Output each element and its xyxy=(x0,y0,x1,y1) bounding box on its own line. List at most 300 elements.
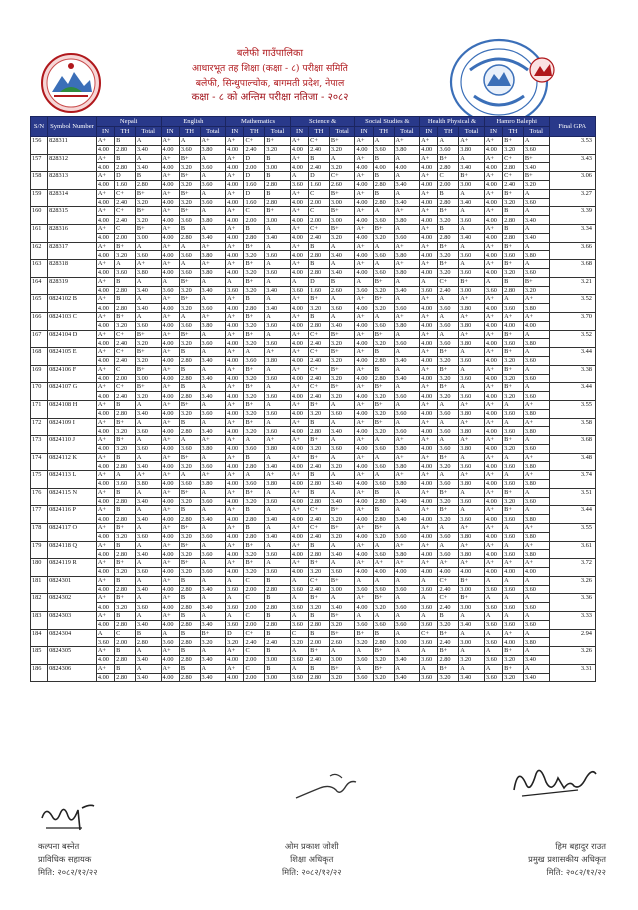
grade-cell: B+ xyxy=(179,400,200,409)
table-row-values xyxy=(31,585,596,594)
grade-point-cell: 3.80 xyxy=(523,515,549,524)
grade-cell: A xyxy=(394,594,420,603)
grade-point-cell: 4.00 xyxy=(420,180,438,189)
grade-cell: A xyxy=(373,576,394,585)
grade-point-cell: 3.20 xyxy=(355,638,373,647)
grade-point-cell: 3.20 xyxy=(244,392,265,401)
grade-cell: A+ xyxy=(161,365,179,374)
grade-cell: A+ xyxy=(355,260,373,269)
grade-point-cell: 3.20 xyxy=(438,497,459,506)
table-row-values xyxy=(31,268,596,277)
grade-point-cell: 2.40 xyxy=(309,515,330,524)
grade-point-cell: 3.60 xyxy=(438,550,459,559)
grade-point-cell: 3.20 xyxy=(503,673,524,682)
grade-point-cell: 3.60 xyxy=(135,321,161,330)
grade-cell: B xyxy=(179,418,200,427)
grade-cell: A xyxy=(179,242,200,251)
grade-point-cell: 4.00 xyxy=(355,321,373,330)
grade-point-cell: 4.00 xyxy=(290,515,308,524)
grade-cell: B xyxy=(503,224,524,233)
grade-cell: A xyxy=(503,576,524,585)
grade-cell: A+ xyxy=(96,453,114,462)
grade-cell: A xyxy=(265,400,291,409)
grade-cell: A xyxy=(459,224,485,233)
table-row-values xyxy=(31,480,596,489)
grade-cell: A+ xyxy=(290,224,308,233)
grade-cell: A xyxy=(135,453,161,462)
grade-point-cell: 4.00 xyxy=(355,251,373,260)
grade-point-cell: 3.20 xyxy=(329,339,355,348)
grade-point-cell: 1.60 xyxy=(244,198,265,207)
grade-cell: A xyxy=(523,576,549,585)
grade-cell: A+ xyxy=(523,295,549,304)
table-row xyxy=(31,207,596,216)
grade-cell: A+ xyxy=(355,453,373,462)
grade-point-cell: 2.40 xyxy=(115,392,136,401)
grade-point-cell: 3.40 xyxy=(265,462,291,471)
grade-cell: B+ xyxy=(503,488,524,497)
grade-cell: B+ xyxy=(438,207,459,216)
grade-cell: A+ xyxy=(355,189,373,198)
grade-point-cell: 4.00 xyxy=(96,145,114,154)
grade-cell: A xyxy=(373,436,394,445)
table-row-values xyxy=(31,374,596,383)
grade-point-cell: 3.60 xyxy=(459,497,485,506)
grade-cell: A xyxy=(459,260,485,269)
grade-cell: B xyxy=(115,400,136,409)
grade-point-cell: 2.80 xyxy=(309,321,330,330)
grade-cell: A xyxy=(226,612,244,621)
grade-cell: A+ xyxy=(484,189,502,198)
grade-cell: A xyxy=(484,576,502,585)
grade-point-cell: 4.00 xyxy=(161,550,179,559)
grade-point-cell: 4.00 xyxy=(161,251,179,260)
serial-number: 185 xyxy=(31,647,48,665)
grade-cell: A xyxy=(135,295,161,304)
grade-point-cell: 3.40 xyxy=(135,304,161,313)
grade-point-cell: 4.00 xyxy=(96,427,114,436)
grade-cell: A+ xyxy=(484,172,502,181)
grade-cell: A+ xyxy=(96,559,114,568)
grade-point-cell: 4.00 xyxy=(290,409,308,418)
symbol-number: 828317 xyxy=(48,242,97,260)
grade-point-cell: 4.00 xyxy=(394,163,420,172)
table-row-values xyxy=(31,603,596,612)
grade-point-cell: 3.80 xyxy=(394,550,420,559)
grade-point-cell: 4.00 xyxy=(96,163,114,172)
final-gpa: 3.21 xyxy=(549,277,595,295)
grade-point-cell: 3.60 xyxy=(355,620,373,629)
grade-cell: A+ xyxy=(355,295,373,304)
grade-point-cell: 3.40 xyxy=(523,673,549,682)
grade-cell: A+ xyxy=(161,541,179,550)
grade-point-cell: 3.60 xyxy=(523,268,549,277)
grade-cell: A+ xyxy=(96,312,114,321)
grade-point-cell: 4.00 xyxy=(420,568,438,577)
grade-point-cell: 4.00 xyxy=(161,585,179,594)
final-gpa: 3.26 xyxy=(549,576,595,594)
grade-cell: A xyxy=(459,348,485,357)
grade-cell: A xyxy=(200,295,226,304)
table-row-values xyxy=(31,409,596,418)
grade-cell: B+ xyxy=(244,488,265,497)
grade-point-cell: 3.60 xyxy=(200,339,226,348)
grade-point-cell: 3.40 xyxy=(265,233,291,242)
table-row-values xyxy=(31,198,596,207)
grade-point-cell: 2.40 xyxy=(438,286,459,295)
grade-point-cell: 3.40 xyxy=(329,497,355,506)
grade-cell: A xyxy=(484,647,502,656)
grade-cell: A xyxy=(438,541,459,550)
grade-cell: A xyxy=(329,594,355,603)
grade-point-cell: 4.00 xyxy=(96,585,114,594)
grade-point-cell: 3.60 xyxy=(373,216,394,225)
grade-point-cell: 3.60 xyxy=(179,268,200,277)
grade-cell: A+ xyxy=(226,224,244,233)
grade-point-cell: 3.20 xyxy=(179,462,200,471)
grade-point-cell: 3.60 xyxy=(503,427,524,436)
grade-point-cell: 3.60 xyxy=(459,356,485,365)
grade-cell: A xyxy=(329,154,355,163)
grade-cell: A xyxy=(179,436,200,445)
grade-cell: A xyxy=(503,453,524,462)
grade-point-cell: 3.80 xyxy=(200,480,226,489)
grade-cell: A+ xyxy=(355,471,373,480)
grade-cell: A+ xyxy=(484,400,502,409)
grade-point-cell: 3.40 xyxy=(394,497,420,506)
grade-cell: A+ xyxy=(484,207,502,216)
grade-cell: A xyxy=(394,277,420,286)
grade-point-cell: 4.00 xyxy=(226,550,244,559)
final-gpa: 3.52 xyxy=(549,295,595,313)
serial-number: 178 xyxy=(31,524,48,542)
signature-3 xyxy=(508,760,600,800)
grade-point-cell: 3.60 xyxy=(523,145,549,154)
grade-cell: D xyxy=(309,172,330,181)
grade-cell: A+ xyxy=(394,312,420,321)
grade-point-cell: 4.00 xyxy=(226,515,244,524)
grade-point-cell: 3.60 xyxy=(290,620,308,629)
grade-point-cell: 3.00 xyxy=(459,585,485,594)
grade-point-cell: 3.40 xyxy=(394,515,420,524)
grade-cell: A+ xyxy=(459,541,485,550)
grade-cell: A+ xyxy=(420,189,438,198)
grade-cell: A+ xyxy=(161,137,179,146)
grade-point-cell: 3.80 xyxy=(459,304,485,313)
grade-cell: A+ xyxy=(438,559,459,568)
grade-cell: B xyxy=(265,172,291,181)
grade-point-cell: 4.00 xyxy=(420,550,438,559)
final-gpa: 3.38 xyxy=(549,365,595,383)
grade-cell: A+ xyxy=(420,312,438,321)
grade-point-cell: 4.00 xyxy=(355,444,373,453)
grade-cell: B+ xyxy=(459,172,485,181)
grade-cell: A+ xyxy=(355,242,373,251)
grade-cell: A+ xyxy=(484,224,502,233)
grade-cell: A+ xyxy=(420,207,438,216)
grade-point-cell: 4.00 xyxy=(161,356,179,365)
grade-cell: A+ xyxy=(290,348,308,357)
grade-point-cell: 3.20 xyxy=(115,321,136,330)
table-row xyxy=(31,594,596,603)
grade-point-cell: 3.20 xyxy=(438,515,459,524)
grade-cell: B+ xyxy=(438,506,459,515)
grade-point-cell: 2.40 xyxy=(438,585,459,594)
grade-point-cell: 2.80 xyxy=(309,497,330,506)
grade-point-cell: 4.00 xyxy=(484,427,502,436)
grade-point-cell: 3.40 xyxy=(135,286,161,295)
grade-point-cell: 2.00 xyxy=(244,656,265,665)
grade-point-cell: 4.00 xyxy=(373,568,394,577)
grade-cell: B xyxy=(179,365,200,374)
table-row xyxy=(31,365,596,374)
grade-point-cell: 2.80 xyxy=(503,233,524,242)
grade-cell: A+ xyxy=(484,418,502,427)
grade-cell: A xyxy=(394,524,420,533)
grade-cell: B+ xyxy=(438,348,459,357)
grade-cell: A xyxy=(373,453,394,462)
serial-number: 166 xyxy=(31,312,48,330)
grade-point-cell: 3.60 xyxy=(373,444,394,453)
table-row xyxy=(31,559,596,568)
grade-point-cell: 3.60 xyxy=(373,251,394,260)
grade-point-cell: 3.60 xyxy=(438,532,459,541)
grade-cell: C+ xyxy=(244,137,265,146)
grade-point-cell: 3.60 xyxy=(523,392,549,401)
municipality-name: बलेफी गाउँपालिका xyxy=(236,48,304,59)
grade-cell: A xyxy=(484,594,502,603)
final-gpa: 3.39 xyxy=(549,207,595,225)
grade-cell: B+ xyxy=(115,242,136,251)
grade-point-cell: 4.00 xyxy=(355,198,373,207)
grade-point-cell: 3.60 xyxy=(226,286,244,295)
grade-point-cell: 3.60 xyxy=(484,656,502,665)
grade-cell: C xyxy=(309,207,330,216)
grade-point-cell: 3.40 xyxy=(459,673,485,682)
grade-point-cell: 4.00 xyxy=(226,321,244,330)
grade-cell: A xyxy=(459,488,485,497)
grade-cell: A+ xyxy=(484,471,502,480)
grade-point-cell: 3.60 xyxy=(484,638,502,647)
grade-cell: B+ xyxy=(179,295,200,304)
grade-point-cell: 4.00 xyxy=(226,198,244,207)
grade-cell: C xyxy=(115,629,136,638)
grade-point-cell: 4.00 xyxy=(484,392,502,401)
grade-point-cell: 4.00 xyxy=(355,233,373,242)
grade-point-cell: 2.00 xyxy=(115,374,136,383)
grade-point-cell: 4.00 xyxy=(420,427,438,436)
grade-point-cell: 2.40 xyxy=(115,198,136,207)
grade-point-cell: 2.40 xyxy=(309,462,330,471)
grade-cell: B xyxy=(265,154,291,163)
grade-point-cell: 3.20 xyxy=(309,568,330,577)
grade-point-cell: 2.00 xyxy=(309,198,330,207)
grade-point-cell: 4.00 xyxy=(226,374,244,383)
grade-point-cell: 4.00 xyxy=(290,233,308,242)
grade-point-cell: 2.40 xyxy=(244,638,265,647)
grade-cell: A+ xyxy=(459,400,485,409)
grade-cell: A xyxy=(523,137,549,146)
grade-cell: C+ xyxy=(309,524,330,533)
grade-point-cell: 4.00 xyxy=(161,321,179,330)
grade-cell: B+ xyxy=(503,348,524,357)
grade-point-cell: 3.20 xyxy=(309,409,330,418)
col-sn: S/N xyxy=(31,117,48,137)
grade-cell: B xyxy=(115,154,136,163)
grade-cell: A+ xyxy=(459,436,485,445)
grade-point-cell: 4.00 xyxy=(161,180,179,189)
col-sub-total: Total xyxy=(200,127,226,137)
grade-point-cell: 3.20 xyxy=(373,304,394,313)
grade-point-cell: 2.00 xyxy=(244,585,265,594)
grade-cell: A xyxy=(329,400,355,409)
grade-point-cell: 2.40 xyxy=(438,638,459,647)
grade-cell: C xyxy=(115,365,136,374)
grade-cell: B+ xyxy=(200,629,226,638)
final-gpa: 3.31 xyxy=(549,664,595,682)
grade-point-cell: 3.60 xyxy=(503,462,524,471)
municipality-stamp-logo xyxy=(440,30,558,130)
grade-point-cell: 3.60 xyxy=(265,427,291,436)
grade-point-cell: 4.00 xyxy=(290,251,308,260)
grade-cell: A+ xyxy=(355,524,373,533)
grade-point-cell: 3.20 xyxy=(438,356,459,365)
grade-cell: A+ xyxy=(420,506,438,515)
grade-cell: B+ xyxy=(373,330,394,339)
grade-cell: A+ xyxy=(394,471,420,480)
grade-cell: A xyxy=(226,576,244,585)
grade-point-cell: 3.00 xyxy=(329,216,355,225)
grade-point-cell: 4.00 xyxy=(161,268,179,277)
grade-point-cell: 3.60 xyxy=(200,532,226,541)
grade-cell: A+ xyxy=(290,453,308,462)
grade-point-cell: 3.60 xyxy=(523,603,549,612)
grade-cell: B+ xyxy=(115,524,136,533)
grade-cell: B xyxy=(244,295,265,304)
grade-point-cell: 4.00 xyxy=(420,515,438,524)
grade-cell: A xyxy=(394,383,420,392)
grade-point-cell: 2.00 xyxy=(244,620,265,629)
grade-cell: A xyxy=(523,365,549,374)
grade-cell: B+ xyxy=(179,207,200,216)
grade-cell: A xyxy=(200,348,226,357)
grade-cell: C+ xyxy=(115,383,136,392)
grade-cell: B xyxy=(115,576,136,585)
table-row xyxy=(31,400,596,409)
grade-point-cell: 4.00 xyxy=(161,532,179,541)
signature-block-right xyxy=(488,840,606,879)
grade-point-cell: 2.80 xyxy=(309,268,330,277)
grade-point-cell: 3.60 xyxy=(96,638,114,647)
grade-cell: A xyxy=(265,383,291,392)
grade-cell: A xyxy=(290,594,308,603)
grade-point-cell: 3.20 xyxy=(244,251,265,260)
symbol-number: 0824102 B xyxy=(48,295,97,313)
final-gpa: 3.70 xyxy=(549,312,595,330)
grade-cell: A+ xyxy=(161,524,179,533)
grade-cell: A xyxy=(226,277,244,286)
grade-cell: B xyxy=(115,541,136,550)
grade-point-cell: 3.60 xyxy=(523,198,549,207)
grade-cell: A+ xyxy=(135,260,161,269)
grade-point-cell: 4.00 xyxy=(484,480,502,489)
grade-point-cell: 2.40 xyxy=(309,392,330,401)
grade-point-cell: 3.60 xyxy=(265,321,291,330)
grade-point-cell: 3.40 xyxy=(394,374,420,383)
grade-cell: A+ xyxy=(96,576,114,585)
grade-point-cell: 3.60 xyxy=(438,339,459,348)
grade-point-cell: 4.00 xyxy=(484,268,502,277)
grade-cell: C+ xyxy=(115,348,136,357)
symbol-number: 0824117 O xyxy=(48,524,97,542)
grade-cell: B+ xyxy=(329,612,355,621)
grade-cell: A xyxy=(438,137,459,146)
grade-point-cell: 4.00 xyxy=(355,532,373,541)
grade-point-cell: 2.60 xyxy=(329,638,355,647)
grade-point-cell: 4.00 xyxy=(290,497,308,506)
final-gpa: 3.27 xyxy=(549,189,595,207)
grade-point-cell: 4.00 xyxy=(226,251,244,260)
grade-point-cell: 2.40 xyxy=(309,585,330,594)
grade-point-cell: 2.40 xyxy=(309,374,330,383)
grade-point-cell: 4.00 xyxy=(290,374,308,383)
grade-point-cell: 4.00 xyxy=(420,444,438,453)
grade-point-cell: 2.80 xyxy=(115,163,136,172)
grade-point-cell: 3.60 xyxy=(265,409,291,418)
grade-cell: B xyxy=(309,260,330,269)
grade-cell: A xyxy=(179,137,200,146)
grade-point-cell: 3.60 xyxy=(135,427,161,436)
grade-cell: B+ xyxy=(438,383,459,392)
symbol-number: 0824107 G xyxy=(48,383,97,401)
grade-cell: B+ xyxy=(523,154,549,163)
grade-point-cell: 4.00 xyxy=(161,198,179,207)
grade-cell: A+ xyxy=(523,400,549,409)
grade-point-cell: 3.60 xyxy=(226,585,244,594)
grade-point-cell: 3.60 xyxy=(394,304,420,313)
grade-cell: A xyxy=(179,312,200,321)
grade-cell: B xyxy=(179,594,200,603)
grade-point-cell: 2.80 xyxy=(115,550,136,559)
grade-cell: A xyxy=(355,277,373,286)
grade-point-cell: 3.20 xyxy=(115,568,136,577)
signature-block-center xyxy=(282,840,342,879)
signature-block-left xyxy=(38,840,98,879)
grade-point-cell: 3.80 xyxy=(523,462,549,471)
grade-point-cell: 3.60 xyxy=(329,409,355,418)
grade-cell: A+ xyxy=(373,559,394,568)
grade-point-cell: 3.80 xyxy=(200,251,226,260)
serial-number: 186 xyxy=(31,664,48,682)
grade-point-cell: 2.40 xyxy=(309,356,330,365)
grade-cell: A+ xyxy=(355,436,373,445)
serial-number: 177 xyxy=(31,506,48,524)
col-sub-total: Total xyxy=(394,127,420,137)
grade-cell: A+ xyxy=(420,559,438,568)
grade-point-cell: 4.00 xyxy=(355,356,373,365)
grade-cell: A xyxy=(394,189,420,198)
grade-point-cell: 3.20 xyxy=(115,427,136,436)
grade-point-cell: 4.00 xyxy=(96,515,114,524)
grade-point-cell: 3.60 xyxy=(200,462,226,471)
grade-point-cell: 3.60 xyxy=(523,444,549,453)
grade-cell: A xyxy=(265,295,291,304)
grade-cell: A+ xyxy=(420,488,438,497)
grade-cell: B xyxy=(329,277,355,286)
grade-point-cell: 3.00 xyxy=(135,374,161,383)
grade-cell: B+ xyxy=(329,576,355,585)
grade-cell: A+ xyxy=(200,260,226,269)
